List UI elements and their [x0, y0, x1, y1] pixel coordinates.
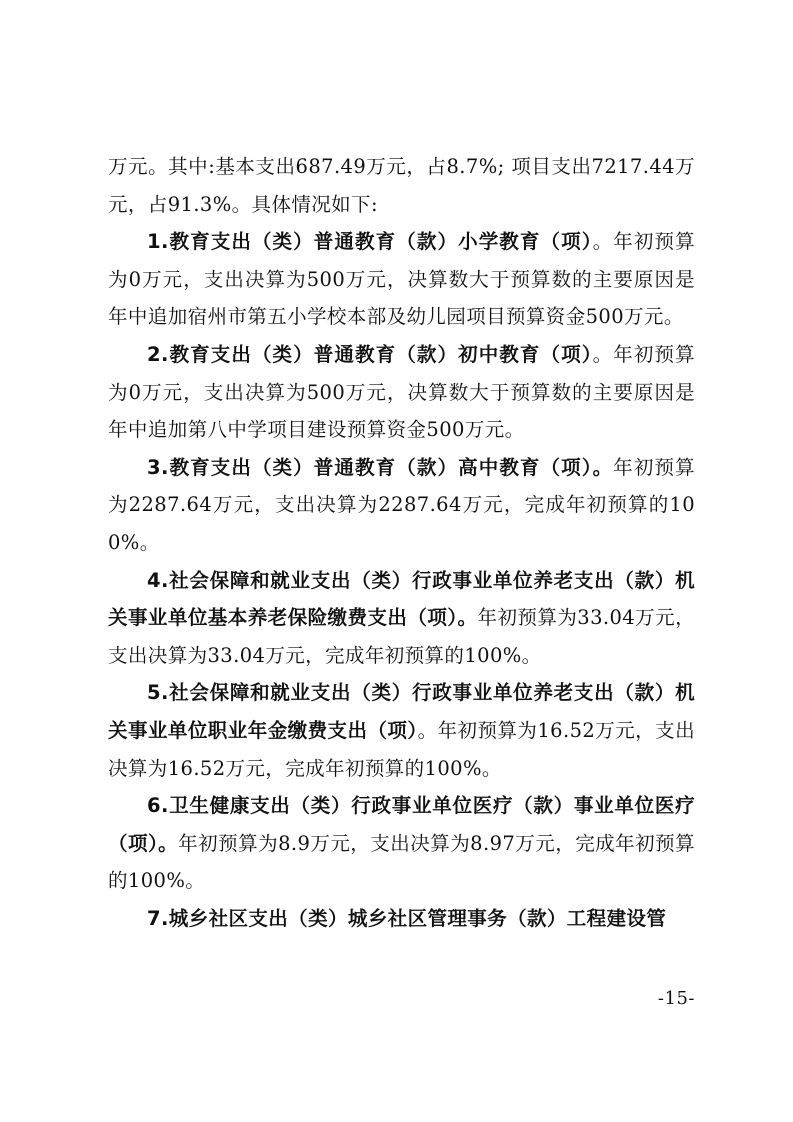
item-paragraph-7: [108, 900, 695, 938]
item-paragraph-6: [108, 787, 695, 900]
item-text: 。年初预算为16.52万元，支出决算为16.52万元，完成年初预算的100%。: [108, 718, 695, 780]
body-text: [108, 148, 695, 937]
item-text: 。年初预算为0万元，支出决算为500万元，决算数大于预算数的主要原因是年中追加第八中学项目建设预算资金500万元。: [108, 342, 695, 442]
page-number: -15-: [657, 988, 695, 1009]
item-paragraph-5: [108, 674, 695, 787]
item-heading: 5.社会保障和就业支出（类）行政事业单位养老支出（款）机关事业单位职业年金缴费支出（项）: [108, 681, 695, 742]
item-text: 年初预算为2287.64万元，支出决算为2287.64万元，完成年初预算的100%。: [108, 455, 695, 554]
item-paragraph-2: [108, 336, 695, 449]
item-heading: 4.社会保障和就业支出（类）行政事业单位养老支出（款）机关事业单位基本养老保险缴费支出（项）。: [108, 568, 695, 630]
item-text: 年初预算为33.04万元，支出决算为33.04万元，完成年初预算的100%。: [108, 606, 695, 667]
intro-paragraph: 万元。其中:基本支出687.49万元，占8.7%; 项目支出7217.44万元，占91.3%。具体情况如下:: [108, 155, 695, 216]
item-heading: 1.教育支出（类）普通教育（款）小学教育（项）: [147, 230, 593, 254]
item-paragraph-1: [108, 223, 695, 336]
item-text: 。年初预算为0万元，支出决算为500万元，决算数大于预算数的主要原因是年中追加宿州市第五小学校本部及幼儿园项目预算资金500万元。: [108, 230, 695, 329]
item-text: 年初预算为8.9万元，支出决算为8.97万元，完成年初预算的100%。: [108, 831, 695, 893]
item-paragraph-4: [108, 562, 695, 675]
item-heading: 6.卫生健康支出（类）行政事业单位医疗（款）事业单位医疗（项）。: [108, 794, 695, 855]
item-paragraph-3: [108, 449, 695, 562]
item-heading: 2.教育支出（类）普通教育（款）初中教育（项）: [147, 342, 593, 366]
item-heading: 7.城乡社区支出（类）城乡社区管理事务（款）工程建设管: [147, 906, 667, 930]
item-heading: 3.教育支出（类）普通教育（款）高中教育（项）。: [147, 455, 614, 479]
